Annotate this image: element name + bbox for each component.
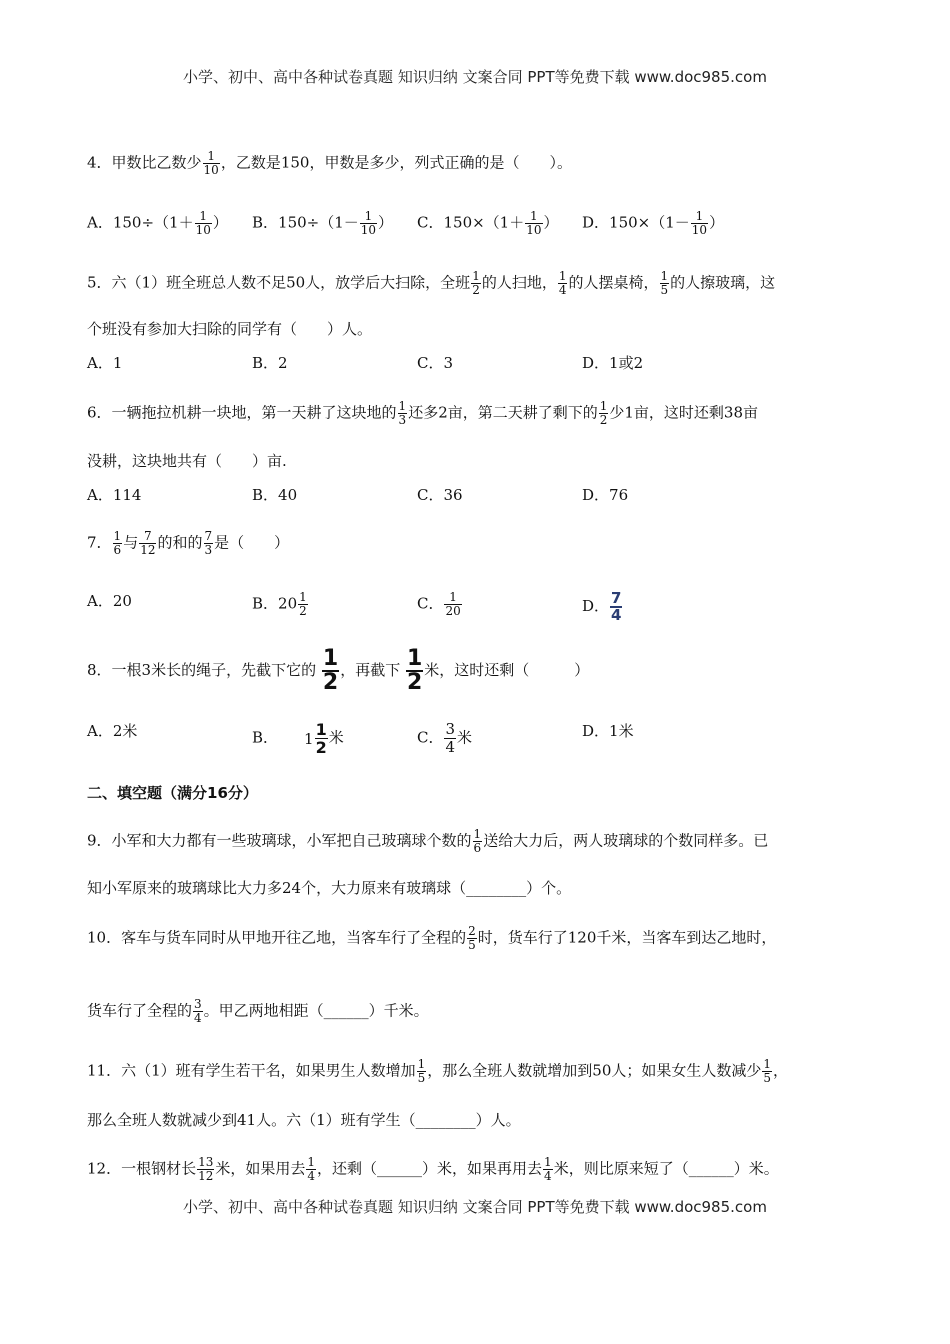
q4-option-a-fraction: $\frac{1}{10}$ (195, 209, 211, 237)
q4-option-a[interactable]: A．150÷（1＋ $\frac{1}{10}$ ） (87, 209, 228, 237)
q9-fraction: $\frac{1}{6}$ (473, 827, 482, 855)
q8-option-c[interactable]: C． $\frac{3}{4}$ 米 (417, 720, 473, 756)
question-9-stem-line2: 知小军原来的玻璃球比大力多24个，大力原来有玻璃球（________）个。 (87, 879, 572, 897)
q5-option-d[interactable]: D．1或2 (582, 354, 644, 372)
question-12-stem: 12．一根钢材长 $\frac{13}{12}$ 米，如果用去 $\frac{1}{4}$ ，还剩（______）米，如果再用去 $\frac{1}{4}$ 米，则比原来短了（______）米。 (87, 1155, 779, 1183)
q4-text-a: 4．甲数比乙数少 (87, 153, 202, 172)
q4-option-c[interactable]: C．150×（1＋ $\frac{1}{10}$ ） (417, 209, 559, 237)
q10-fraction-2: $\frac{3}{4}$ (194, 997, 202, 1025)
question-9-stem: 9．小军和大力都有一些玻璃球，小军把自己玻璃球个数的 $\frac{1}{6}$ 送给大力后，两人玻璃球的个数同样多。已 (87, 827, 769, 855)
q8-option-d[interactable]: D．1米 (582, 722, 634, 740)
question-6-stem-line2: 没耕，这块地共有（ ）亩. (87, 452, 287, 470)
q8-option-a[interactable]: A．2米 (87, 722, 138, 740)
q8-option-b[interactable]: B． 1 $\frac{1}{2}$ 米 (252, 720, 344, 757)
q4-option-d-fraction: $\frac{1}{10}$ (691, 209, 708, 237)
q7-option-d[interactable]: D． $\frac{7}{4}$ (582, 589, 622, 624)
question-4-stem (87, 150, 572, 177)
q5-option-b[interactable]: B．2 (252, 354, 288, 372)
q5-fraction-1: $\frac{1}{2}$ (472, 269, 480, 297)
q7-option-d-fraction: $\frac{7}{4}$ (611, 589, 622, 624)
question-10-stem: 10．客车与货车同时从甲地开往乙地，当客车行了全程的 $\frac{2}{5}$ 时，货车行了120千米，当客车到达乙地时， (87, 924, 777, 952)
question-6-stem: 6．一辆拖拉机耕一块地，第一天耕了这块地的 $\frac{1}{3}$ 还多2亩，第二天耕了剩下的 $\frac{1}{2}$ 少1亩，这时还剩38亩 (87, 399, 759, 427)
question-10-stem-line2: 货车行了全程的 $\frac{3}{4}$ 。甲乙两地相距（______）千米。 (87, 997, 429, 1025)
q12-fraction-2: $\frac{1}{4}$ (307, 1155, 316, 1183)
q5-fraction-3: $\frac{1}{5}$ (660, 269, 669, 297)
q12-fraction-3: $\frac{1}{4}$ (544, 1155, 552, 1183)
q8-fraction-2: $\frac{1}{2}$ (406, 646, 423, 695)
question-7-stem: 7． $\frac{1}{6}$ 与 $\frac{7}{12}$ 的和的 $\frac{7}{3}$ 是（ ） (87, 529, 290, 557)
question-11-stem-line2: 那么全班人数就减少到41人。六（1）班有学生（________）人。 (87, 1111, 521, 1129)
q6-fraction-1: $\frac{1}{3}$ (398, 399, 407, 427)
page-footer-banner: 小学、初中、高中各种试卷真题 知识归纳 文案合同 PPT等免费下载 www.doc985.com (183, 1198, 767, 1216)
q6-option-b[interactable]: B．40 (252, 486, 298, 504)
page-header-banner: 小学、初中、高中各种试卷真题 知识归纳 文案合同 PPT等免费下载 www.doc985.com (183, 68, 767, 86)
q5-fraction-2: $\frac{1}{4}$ (558, 269, 567, 297)
q5-option-c[interactable]: C．3 (417, 354, 454, 372)
question-11-stem: 11．六（1）班有学生若干名，如果男生人数增加 $\frac{1}{5}$ ，那么全班人数就增加到50人；如果女生人数减少 $\frac{1}{5}$ ， (87, 1057, 789, 1085)
q6-option-d[interactable]: D．76 (582, 486, 629, 504)
q11-fraction-1: $\frac{1}{5}$ (417, 1057, 426, 1085)
q4-option-c-fraction: $\frac{1}{10}$ (526, 209, 542, 237)
q12-fraction-1: $\frac{13}{12}$ (198, 1155, 214, 1183)
q4-fraction: $\frac{1}{10}$ (203, 149, 219, 177)
q7-option-a[interactable]: A．20 (87, 592, 132, 610)
q7-fraction-1: $\frac{1}{6}$ (113, 529, 122, 557)
q7-fraction-2: $\frac{7}{12}$ (140, 529, 156, 557)
question-5-stem: 5．六（1）班全班总人数不足50人，放学后大扫除，全班 $\frac{1}{2}$ 的人扫地， $\frac{1}{4}$ 的人摆桌椅， $\frac{1}{5}$ 的人擦玻璃，这 (87, 269, 776, 297)
q4-option-d[interactable]: D．150×（1－ $\frac{1}{10}$ ） (582, 209, 725, 237)
q7-option-b[interactable]: B．20 $\frac{1}{2}$ (252, 590, 307, 618)
q7-fraction-3: $\frac{7}{3}$ (204, 529, 213, 557)
question-8-stem: 8．一根3米长的绳子，先截下它的 $\frac{1}{2}$ ，再截下 $\frac{1}{2}$ 米，这时还剩（ ） (87, 646, 590, 695)
q4-option-b[interactable]: B．150÷（1－ $\frac{1}{10}$ ） (252, 209, 394, 237)
section-2-title: 二、填空题（满分16分） (87, 784, 258, 802)
q10-fraction-1: $\frac{2}{5}$ (468, 924, 476, 952)
q4-option-b-fraction: $\frac{1}{10}$ (360, 209, 377, 237)
q8-option-b-fraction: $\frac{1}{2}$ (315, 720, 327, 757)
q4-text-b: ，乙数是150，甲数是多少，列式正确的是（ ）。 (220, 153, 572, 172)
q7-option-c[interactable]: C． $\frac{1}{20}$ (417, 590, 461, 618)
q6-fraction-2: $\frac{1}{2}$ (599, 399, 608, 427)
q11-fraction-2: $\frac{1}{5}$ (763, 1057, 772, 1085)
q6-option-c[interactable]: C．36 (417, 486, 463, 504)
q7-option-c-fraction: $\frac{1}{20}$ (445, 590, 461, 618)
q8-fraction-1: $\frac{1}{2}$ (322, 646, 339, 695)
q7-option-b-fraction: $\frac{1}{2}$ (299, 590, 307, 618)
q6-option-a[interactable]: A．114 (87, 486, 142, 504)
q8-option-c-fraction: $\frac{3}{4}$ (445, 720, 456, 756)
q5-option-a[interactable]: A．1 (87, 354, 123, 372)
question-5-stem-line2: 个班没有参加大扫除的同学有（ ）人。 (87, 320, 373, 338)
